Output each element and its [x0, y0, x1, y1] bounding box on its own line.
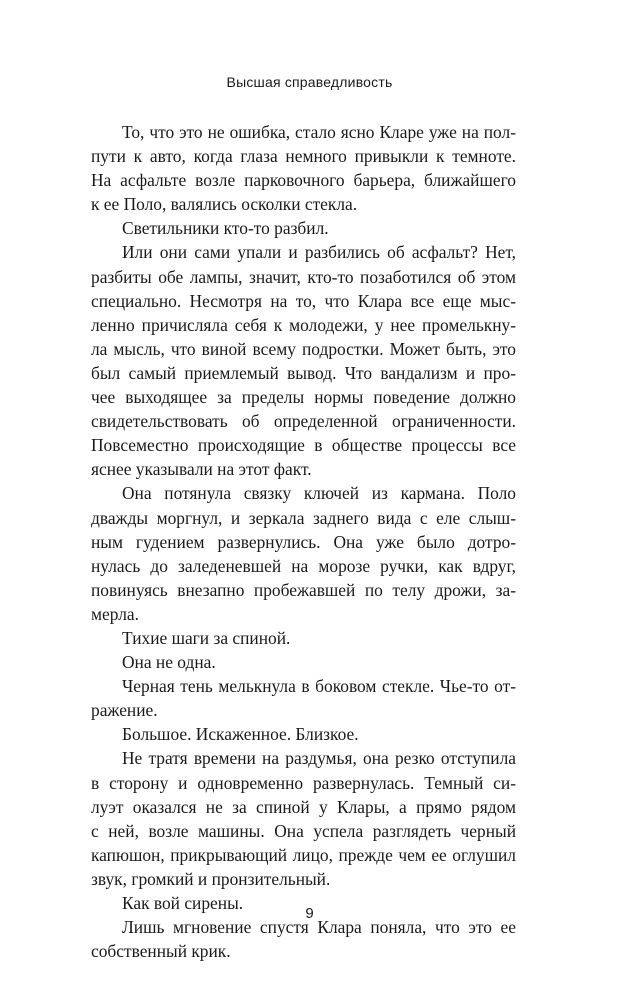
text-line: нулась до заледеневшей на морозе ручки, как вдруг, — [91, 555, 516, 576]
text-line: Она потянула связку ключей из кармана. Поло — [122, 483, 516, 504]
paragraph — [91, 216, 516, 240]
text-line: дважды моргнул, и зеркала заднего вида с еле слыш- — [91, 507, 516, 528]
text-line: специально. Несмотря на то, что Клара все еще мыс- — [91, 290, 516, 311]
text-line: Тихие шаги за спиной. — [122, 627, 291, 648]
text-line: Не тратя времени на раздумья, она резко отступила — [122, 748, 516, 769]
text-line: луэт оказался не за спиной у Клары, а прямо рядом — [91, 796, 516, 817]
text-line: чее выходящее за пределы нормы поведение должно — [91, 387, 516, 408]
text-line: яснее указывали на этот факт. — [91, 459, 312, 480]
text-line: свидетельствовать об определенной ограниченности. — [91, 411, 516, 432]
text-line: был самый приемлемый вывод. Что вандализм и про- — [91, 362, 516, 383]
text-line: Светильники кто-то разбил. — [122, 218, 329, 239]
page-number: 9 — [305, 905, 314, 922]
text-line: Большое. Искаженное. Близкое. — [122, 724, 359, 745]
text-line: пути к авто, когда глаза немного привыкли к темноте. — [91, 146, 516, 167]
paragraph — [91, 915, 516, 963]
text-line: ным гудением развернулись. Она уже было дотро- — [91, 531, 516, 552]
text-line: Она не одна. — [122, 652, 216, 673]
text-line: с ней, возле машины. Она успела разглядеть черный — [91, 820, 516, 841]
text-line: разбиты обе лампы, значит, кто-то позаботился об этом — [91, 266, 516, 287]
paragraph — [91, 674, 516, 722]
text-line: капюшон, прикрывающий лицо, прежде чем ее оглушил — [91, 844, 516, 865]
text-line: к ее Поло, валялись осколки стекла. — [91, 194, 358, 215]
text-line: Лишь мгновение спустя Клара поняла, что это ее — [122, 917, 516, 938]
text-line: в сторону и одновременно развернулась. Темный си- — [91, 772, 516, 793]
text-line: Или они сами упали и разбились об асфальт? Нет, — [122, 242, 516, 263]
text-line: ла мысль, что виной всему подростки. Может быть, это — [91, 338, 516, 359]
text-line: повинуясь внезапно пробежавшей по телу дрожи, за- — [91, 579, 516, 600]
paragraph — [91, 746, 516, 891]
text-line: На асфальте возле парковочного барьера, ближайшего — [91, 170, 516, 191]
paragraph — [91, 481, 516, 626]
paragraph — [91, 722, 516, 746]
text-line: Как вой сирены. — [122, 893, 244, 913]
text-line: ленно причисляла себя к молодежи, у нее промелькну- — [91, 314, 516, 335]
running-head: Высшая справедливость — [226, 74, 393, 90]
body-text — [91, 120, 516, 963]
text-line: ражение. — [91, 700, 158, 721]
paragraph — [91, 626, 516, 650]
text-line: Черная тень мелькнула в боковом стекле. Чье-то от- — [122, 676, 516, 697]
text-line: звук, громкий и пронзительный. — [91, 868, 331, 889]
paragraph — [91, 240, 516, 481]
text-line: Повсеместно происходящие в обществе процессы все — [91, 435, 516, 456]
paragraph — [91, 650, 516, 674]
paragraph — [91, 120, 516, 216]
text-line: То, что это не ошибка, стало ясно Кларе уже на пол- — [122, 122, 516, 142]
text-line: собственный крик. — [91, 941, 231, 962]
text-line: мерла. — [91, 603, 139, 624]
